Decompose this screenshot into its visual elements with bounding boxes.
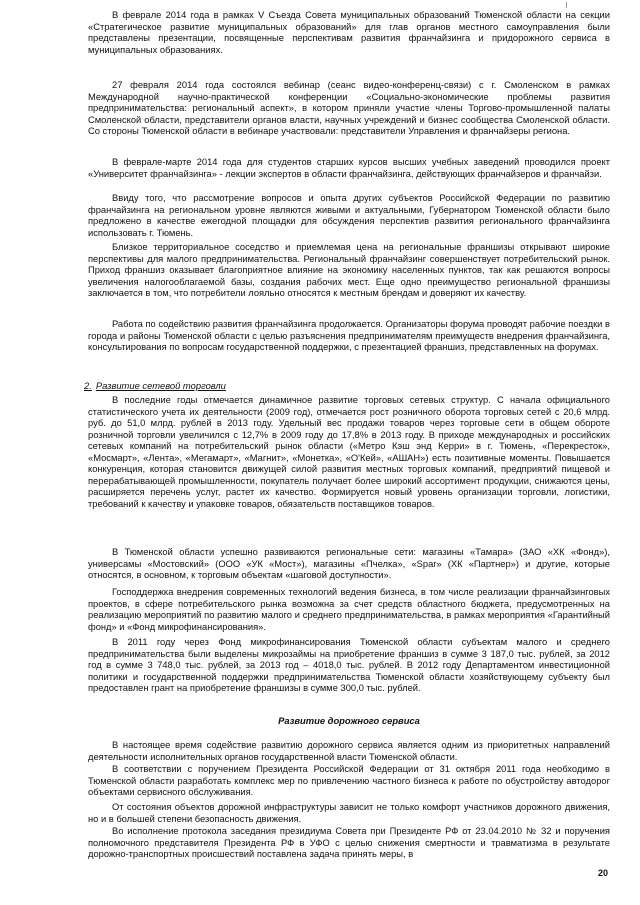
paragraph: Во исполнение протокола заседания президиума Совета при Президенте РФ от 23.04.2010 № 32 и поручения полномочного представителя Президента РФ в УФО с целью снижения смертности и травматизма в результате дорожно-транспортных происшествий поставлена задача принять меры, в	[88, 826, 610, 860]
paragraph: В феврале-марте 2014 года для студентов старших курсов высших учебных заведений проводился проект «Университет франчайзинга» - лекции экспертов в области франчайзинга, действующих франчайзеров и франчайзи.	[88, 157, 610, 179]
paragraph: От состояния объектов дорожной инфраструктуры зависит не только комфорт участников дорожного движения, но и в большей степени безопасность движения.	[88, 802, 610, 824]
paragraph: Работа по содействию развития франчайзинга продолжается. Организаторы форума проводят рабочие поездки в города и районы Тюменской области с целью разъяснения предпринимателям преимуществ внедрения франчайзинга, консультирования по вопросам государственной поддержки, с презентацией франшиз, представленных на форумах.	[88, 319, 610, 353]
section-heading-network-trade	[84, 380, 226, 392]
paragraph: В Тюменской области успешно развиваются региональные сети: магазины «Тамара» (ЗАО «ХК «Фонд»), универсамы «Мостовский» (ООО «УК «Мост»), магазины «Пчелка», «Spar» (ХК «Партнер») и другие, которые относятся, в основном, к торговым объектам «шаговой доступности».	[88, 547, 610, 581]
paragraph: В настоящее время содействие развитию дорожного сервиса является одним из приоритетных направлений деятельности исполнительных органов государственной власти Тюменской области.	[88, 740, 610, 762]
page-number: 20	[597, 868, 608, 878]
paragraph: Близкое территориальное соседство и приемлемая цена на региональные франшизы открывают широкие перспективы для малого предпринимательства. Региональный франчайзинг совершенствует потребительский рынок. Приход франшиз оказывает благоприятное влияние на экономику населенных пунктов, так как решаются вопросы увеличения налогооблагаемой базы, создания рабочих мест. Еще одно преимущество региональной франшизы заключается в том, что потребители лояльно относятся к местным брендам и доверяют их качеству.	[88, 242, 610, 299]
paragraph: В 2011 году через Фонд микрофинансирования Тюменской области субъектам малого и среднего предпринимательства были выделены микрозаймы на приобретение франшиз в сумме 3 187,0 тыс. рублей, за 2012 год в сумме 3 748,0 тыс. рублей, за 2013 год – 4018,0 тыс. рублей. В 2012 году Департаментом инвестиционной политики и государственной поддержки предпринимательства Тюменской области хозяйствующему субъекту был предоставлен грант на приобретение франшизы в сумме 300,0 тыс. рублей.	[88, 637, 610, 694]
paragraph: В соответствии с поручением Президента Российской Федерации от 31 октября 2011 года необходимо в Тюменской области разработать комплекс мер по привлечению частного бизнеса к работе по обустройству автодорог объектами сервисного обслуживания.	[88, 764, 610, 798]
paragraph: В феврале 2014 года в рамках V Съезда Совета муниципальных образований Тюменской области на секции «Стратегическое развитие муниципальных образований» для глав органов местного самоуправления были представлены презентации, посвященные перспективам развития франчайзинга и придорожного сервиса в муниципальных образованиях.	[88, 10, 610, 55]
section-number: 2.	[84, 380, 92, 391]
scan-mark	[566, 2, 567, 8]
paragraph: 27 февраля 2014 года состоялся вебинар (сеанс видео-конференц-связи) с г. Смоленском в рамках Международной научно-практической конференции «Социально-экономические проблемы развития предпринимательства: региональный аспект», в котором приняли участие члены Торгово-промышленной палаты Смоленской области, представители органов власти, научных учреждений и бизнес сообщества Смоленской области. Со стороны Тюменской области в вебинаре участвовали: представители Управления и франчайзеры региона.	[88, 80, 610, 137]
section-title: Развитие сетевой торговли	[95, 380, 226, 391]
paragraph: Господдержка внедрения современных технологий ведения бизнеса, в том числе реализации франчайзинговых проектов, в сфере потребительского рынка возможна за счет средств областного бюджета, предусмотренных на реализацию мероприятий по развитию малого и среднего предпринимательства, в рамках мероприятия «Гарантийный фонд» и «Фонд микрофинансирования».	[88, 587, 610, 632]
paragraph: Ввиду того, что рассмотрение вопросов и опыта других субъектов Российской Федерации по развитию франчайзинга на региональном уровне являются живыми и актуальными, Губернатором Тюменской области было предложено в качестве ежегодной площадки для обсуждения перспектив развития регионального франчайзинга использовать г. Тюмень.	[88, 193, 610, 238]
paragraph: В последние годы отмечается динамичное развитие торговых сетевых структур. С начала официального статистического учета их деятельности (2009 год), отмечается рост розничного оборота торговых сетей с 20,6 млрд. руб. до 51,0 млрд. рублей в 2013 году. Удельный вес продажи товаров через торговые сети в общем обороте розничной торговли увеличился с 12,7% в 2009 году до 17,8% в 2013 году. В приходе международных и российских сетевых компаний на потребительский рынок области («Метро Кэш энд Керри» в г. Тюмень, «Перекресток», «Мосмарт», «Лента», «Мегамарт», «Магнит», «Монетка», «О'Кей», «АШАН») есть позитивные моменты. Повышается конкуренция, которая становится движущей силой развития местных торговых компаний, предприятий пищевой и перерабатывающей промышленности, покупатель получает более широкий ассортимент продукции, снижаются цены, расширяется перечень услуг, растет их качество. Формируется новый уровень организации торговли, логистики, требований к качеству и упаковке товаров, обязательств поставщиков товаров.	[88, 395, 610, 509]
section-heading-road-service: Развитие дорожного сервиса	[278, 715, 420, 726]
